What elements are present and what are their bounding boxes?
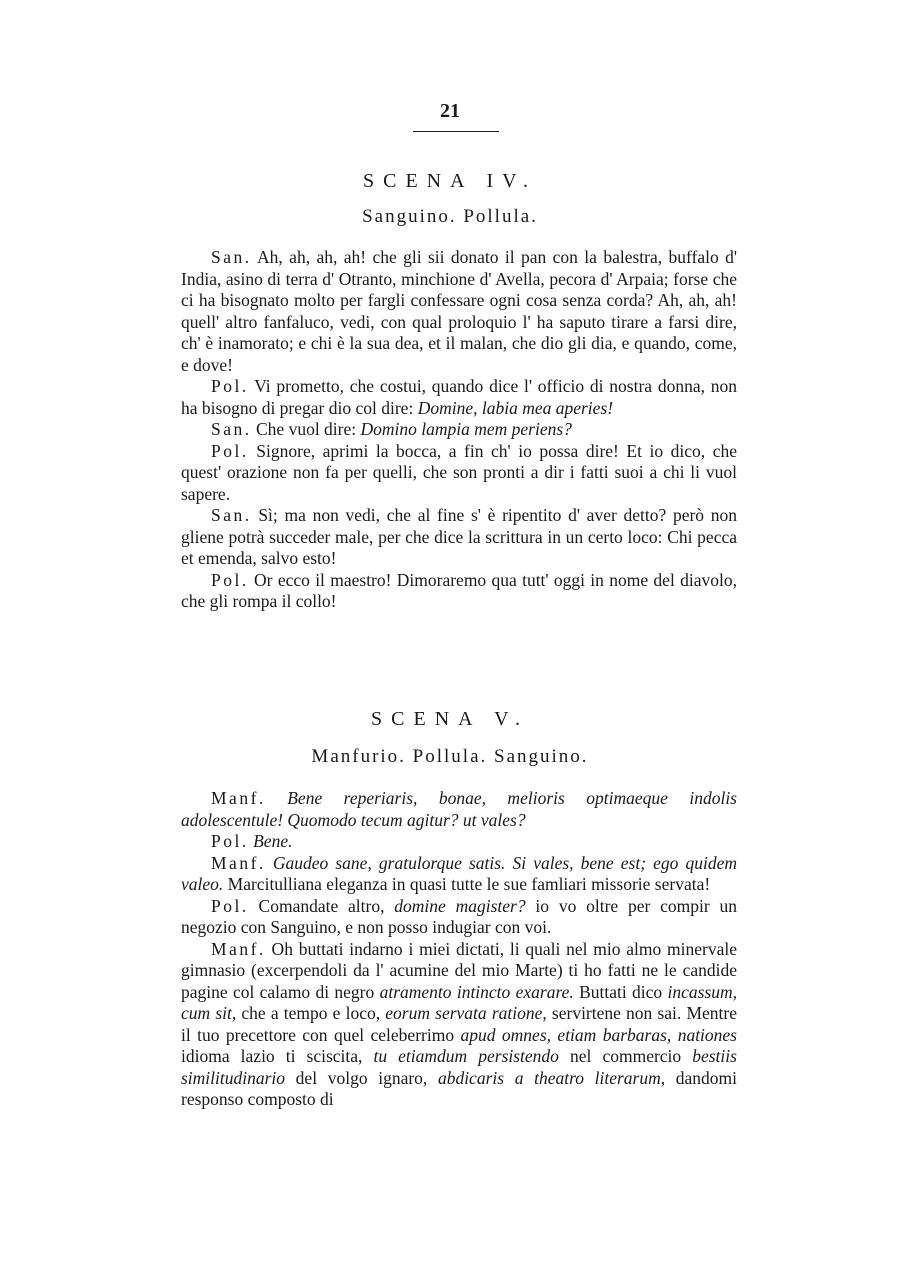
- speech-paragraph: [181, 896, 737, 939]
- speech-text: Che vuol dire:: [251, 419, 361, 439]
- latin-phrase: Domino lampia mem periens?: [360, 419, 572, 439]
- scene-5-cast: Manfurio. Pollula. Sanguino.: [311, 746, 589, 767]
- latin-phrase: tu etiamdum persistendo: [373, 1046, 559, 1066]
- speech-text: [266, 788, 287, 808]
- latin-phrase: apud omnes, etiam barbaras, nationes: [460, 1024, 737, 1045]
- latin-phrase: Bene reperiaris, bonae, melioris optimaeque indolis adolescentule! Quomodo tecum agitur? ut vales?: [181, 788, 737, 830]
- latin-phrase: atramento intincto exarare.: [379, 981, 574, 1002]
- speech-text: Oh buttati indarno i miei dictati, li quali nel mio almo minervale gimnasio (excerpendoli da l' acumine del mio Marte) ti ho fatti ne le candide pagine col calamo di negro: [181, 938, 737, 1002]
- speech-text: dandomi responso composto di: [181, 1067, 737, 1109]
- latin-phrase: eorum servata ratione,: [385, 1003, 547, 1023]
- speech-text: servirtene non sai. Mentre il tuo precettore con quel celeberrimo: [181, 1003, 737, 1045]
- scene-4-title: SCENA IV.: [363, 170, 537, 192]
- speech-text: Ah, ah, ah, ah! che gli sii donato il pan con la balestra, buffalo d' India, asino di terra d' Otranto, minchione d' Avella, pecora d' Arpaia; forse che ci ha bisognato molto per fargli confessare ogni cosa senza corda? Ah, ah, ah! quell' altro fanfaluco, vedi, con qual proloquio l' ha saputo tirare a farsi dire, ch' è inamorato; e chi è la sua dea, et il malan, che dio gli dia, e quando, come, e dove!: [181, 247, 737, 375]
- speech-text: del volgo ignaro,: [285, 1067, 438, 1088]
- speech-text: che a tempo e loco,: [236, 1003, 386, 1023]
- speaker-name: Manf.: [211, 788, 266, 808]
- latin-phrase: bestiis similitudinario: [181, 1046, 737, 1088]
- speech-text: Or ecco il maestro! Dimoraremo qua tutt' oggi in nome del diavolo, che gli rompa il collo!: [181, 569, 737, 611]
- speaker-name: Pol.: [211, 376, 249, 396]
- speech-text: nel commercio: [558, 1046, 693, 1066]
- scene-5-text: [181, 788, 737, 1111]
- speaker-name: Pol.: [211, 440, 249, 461]
- speech-paragraph: [181, 505, 737, 570]
- speech-text: Signore, aprimi la bocca, a fin ch' io possa dire! Et io dico, che quest' orazione non fa per quelli, che son pronti a dir i fatti suoi a chi li vuol sapere.: [181, 440, 737, 504]
- speaker-name: Pol.: [211, 831, 249, 851]
- speech-text: Comandate altro,: [248, 895, 395, 916]
- speaker-name: Pol.: [211, 895, 249, 916]
- speech-text: idioma lazio ti sciscita,: [181, 1046, 374, 1066]
- speech-text: Buttati dico: [573, 981, 668, 1002]
- speech-paragraph: [181, 939, 737, 1111]
- speech-paragraph: [181, 831, 737, 853]
- speech-text: Vi prometto, che costui, quando dice l' officio di nostra donna, non ha bisogno di pregar dio col dire:: [181, 376, 737, 418]
- page-number-rule: [413, 131, 499, 132]
- speech-paragraph: [181, 247, 737, 376]
- speaker-name: San.: [211, 505, 252, 525]
- speech-text: io vo oltre per compir un negozio con Sanguino, e non posso indugiar con voi.: [181, 895, 737, 937]
- latin-phrase: Bene.: [253, 831, 293, 851]
- speech-text: [266, 853, 273, 873]
- latin-phrase: domine magister?: [394, 895, 526, 916]
- speech-paragraph: [181, 441, 737, 506]
- page-number: 21: [440, 100, 460, 122]
- speaker-name: San.: [211, 247, 252, 267]
- speech-paragraph: [181, 376, 737, 419]
- speech-paragraph: [181, 570, 737, 613]
- scene-4-cast: Sanguino. Pollula.: [362, 206, 538, 227]
- speaker-name: Manf.: [211, 852, 266, 873]
- latin-phrase: Domine, labia mea aperies!: [417, 397, 614, 418]
- latin-phrase: Gaudeo sane, gratulorque satis. Si vales, bene est; ego quidem valeo.: [181, 852, 737, 894]
- speaker-name: San.: [211, 419, 252, 439]
- speech-text: Sì; ma non vedi, che al fine s' è ripentito d' aver detto? però non gliene potrà succeder male, per che dice la scrittura in un certo loco: Chi pecca et emenda, salvo esto!: [181, 505, 737, 568]
- speech-paragraph: [181, 853, 737, 896]
- speaker-name: Pol.: [211, 569, 249, 590]
- scene-5-title: SCENA V.: [371, 708, 529, 730]
- latin-phrase: incassum, cum sit,: [181, 981, 737, 1023]
- speech-paragraph: [181, 788, 737, 831]
- latin-phrase: abdicaris a theatro literarum,: [437, 1067, 666, 1088]
- speech-text: Marcitulliana eleganza in quasi tutte le sue famliari missorie servata!: [223, 874, 711, 894]
- scene-4-text: [181, 247, 737, 613]
- speech-paragraph: [181, 419, 737, 441]
- speaker-name: Manf.: [211, 938, 266, 959]
